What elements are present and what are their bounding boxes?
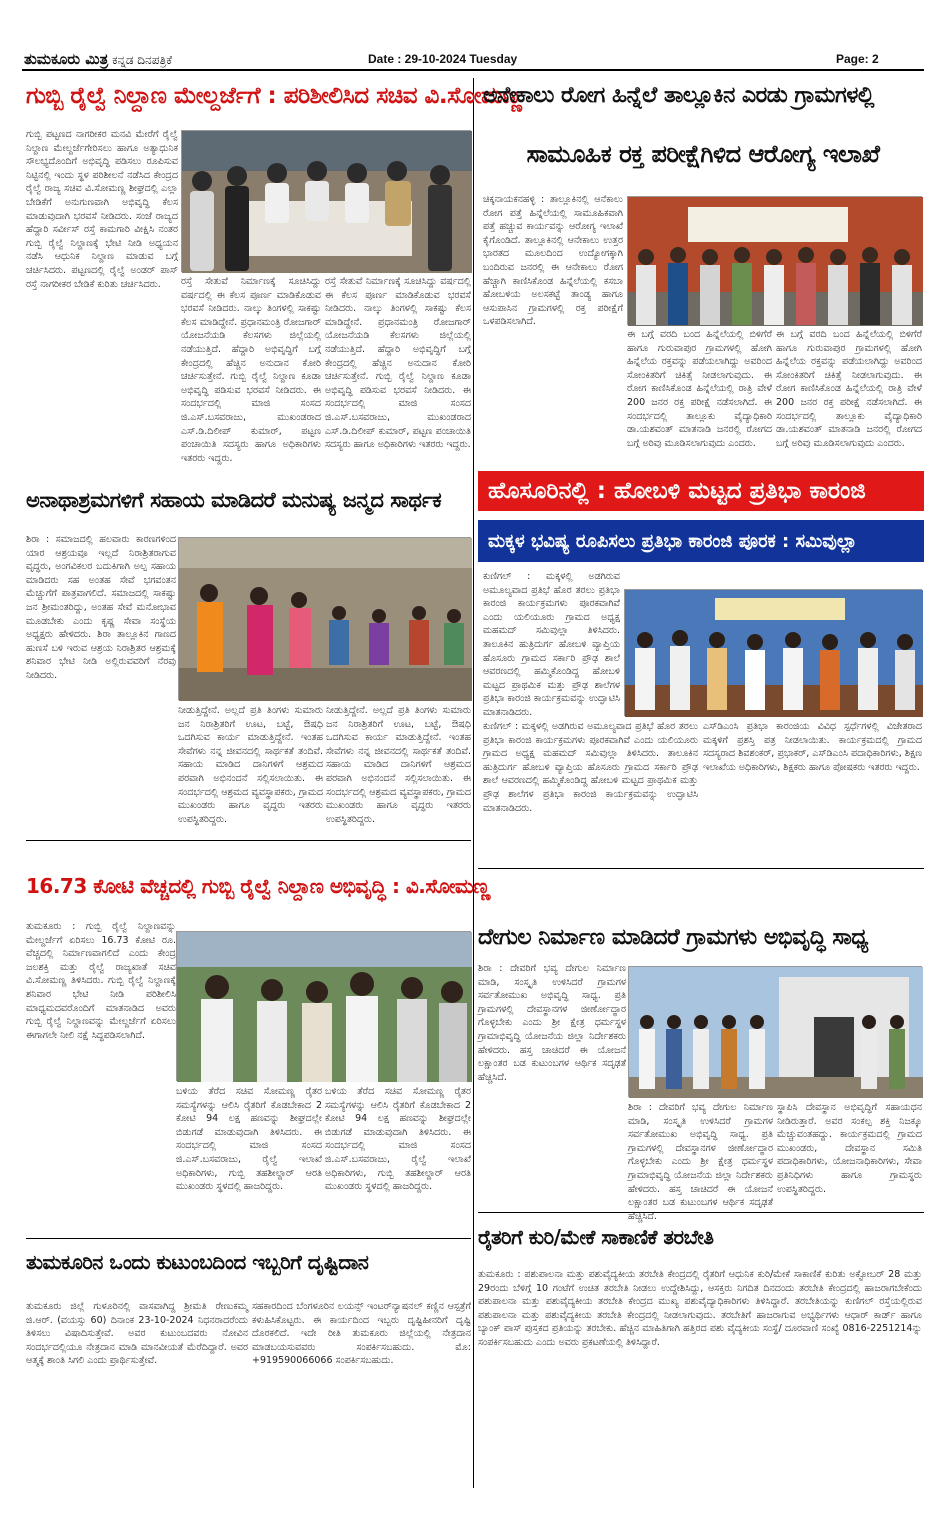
masthead [0, 0, 945, 72]
photo-illustration [629, 967, 923, 1098]
article-body-continued: ಈ ಬಗ್ಗೆ ವರದಿ ಬಂದ ಹಿನ್ನೆಲೆಯಲ್ಲಿ ಬಿಳಿಗೆರೆ ಹಾಗೂ ಗುರುವಾಪುರ ಗ್ರಾಮಗಳಲ್ಲಿ ಹೋಗಿ ಹಿನ್ನೆಲೆಯ ರಕ್ತವನ್ನು ಪಡೆಯಲಾಗಿದ್ದು ಅವರಿಂದ ಸೋಂಕಿತರಿಗೆ ಚಿಕಿತ್ಸೆ ನೀಡಲಾಗುವುದು. ಈ ರೋಗ ಕಾಣಿಸಿಕೊಂಡ ಹಿನ್ನೆಲೆಯಲ್ಲಿ ರಾತ್ರಿ ವೇಳೆ 200 ಜನರ ರಕ್ತ ಪರೀಕ್ಷೆ ನಡೆಸಲಾಗಿದೆ. ಈ ಸಂದರ್ಭದಲ್ಲಿ ತಾಲ್ಲೂಕು ವೈದ್ಯಾಧಿಕಾರಿ ಡಾ.ಯಶವಂತ್ ಮಾತನಾಡಿ ಜನರಲ್ಲಿ ರೋಗದ ಬಗ್ಗೆ ಅರಿವು ಮೂಡಿಸಲಾಗುವುದು ಎಂದರು. [776, 329, 922, 449]
article-subheadline: ಸಾಮೂಹಿಕ ರಕ್ತ ಪರೀಕ್ಷೆಗಿಳಿದ ಆರೋಗ್ಯ ಇಲಾಖೆ [526, 140, 880, 168]
masthead-rule [22, 69, 924, 71]
article-body-continued: ಬಳಿಯ ತೆರೆದ ಸಚಿವ ಸೋಮಣ್ಣ ರೈತರ ಸಮಸ್ಯೆಗಳನ್ನು ಆಲಿಸಿ ರೈತರಿಗೆ ಕೊಡಬೇಕಾದ 2 ಕೋಟಿ 94 ಲಕ್ಷ ಹಣವನ್ನು ಶೀಘ್ರದಲ್ಲೇ ಬಿಡುಗಡೆ ಮಾಡುವುದಾಗಿ ತಿಳಿಸಿದರು. ಈ ಸಂದರ್ಭದಲ್ಲಿ ಮಾಜಿ ಸಂಸದ ಜಿ.ಎಸ್.ಬಸವರಾಜು, ರೈಲ್ವೆ ಇಲಾಖೆ ಅಧಿಕಾರಿಗಳು, ಗುಬ್ಬಿ ತಹಶೀಲ್ದಾರ್ ಆರತಿ ಮುಖಂಡರು ಸ್ಥಳದಲ್ಲಿ ಹಾಜರಿದ್ದರು. [176, 1086, 322, 1193]
article-body-continued: ಶಿರಾ : ದೇವರಿಗೆ ಭವ್ಯ ದೇಗುಲ ನಿರ್ಮಾಣ ಮಾಡಿ, ಸಂಸ್ಕೃತಿ ಉಳಿಸಿದರೆ ಗ್ರಾಮಗಳ ಸರ್ವತೋಮುಖ ಅಭಿವೃದ್ಧಿ ಸಾಧ್ಯ. ಪ್ರತಿ ಗ್ರಾಮಗಳಲ್ಲಿ ದೇವಸ್ಥಾನಗಳ ಜೀರ್ಣೋದ್ಧಾರ ಗೊಳ್ಳಬೇಕು ಎಂದು ಶ್ರೀ ಕ್ಷೇತ್ರ ಧರ್ಮಸ್ಥಳ ಗ್ರಾಮಾಭಿವೃದ್ಧಿ ಯೋಜನೆಯ ಜಿಲ್ಲಾ ನಿರ್ದೇಶಕರು ಹೇಳಿದರು. ಹಸ್ತ ಚಾಚಿದರೆ ಈ ಯೋಜನೆ ಲಕ್ಷಾಂತರ ಬಡ ಕುಟುಂಬಗಳ ಆರ್ಥಿಕ ಸದೃಢತೆ ಹೆಚ್ಚಿಸಿದೆ. [628, 1102, 773, 1222]
page-number: Page: 2 [836, 52, 879, 66]
article-body: ತುಮಕೂರು ಜಿಲ್ಲೆ ಗುಳೂರಿನಲ್ಲಿ ವಾಸವಾಗಿದ್ದ ಶ್ರೀಮತಿ ರೇಣುಕಮ್ಮ ಜಿ.ಆರ್. (ವಯಸ್ಸು 60) ದಿನಾಂಕ 23-10-2024 ನಿಧನರಾದರೆಂದು ತಿಳಿಸಲು ವಿಷಾದಿಸುತ್ತೇವೆ. ಅವರ ಕುಟುಂಬದವರು ನೋವಿನ ಸಂದರ್ಭದಲ್ಲಿಯೂ ನೇತ್ರದಾನ ಮಾಡಿ ಮಾನವೀಯತೆ ಮೆರೆದಿದ್ದಾರೆ. ಅವರ ಆತ್ಮಕ್ಕೆ ಶಾಂತಿ ಸಿಗಲಿ ಎಂದು ಪ್ರಾರ್ಥಿಸುತ್ತೇವೆ. [26, 1301, 248, 1367]
issue-date: Date : 29-10-2024 Tuesday [368, 52, 518, 66]
article-body-continued: ರಸ್ತೆ ಸೇತುವೆ ನಿರ್ಮಾಣಕ್ಕೆ ಸೂಚಿಸಿದ್ದು ವರ್ಷದಲ್ಲಿ ಈ ಕೆಲಸ ಪೂರ್ಣ ಮಾಡಿಕೊಡುವ ಭರವಸೆ ನೀಡಿದರು. ನಾಲ್ಕು ತಿಂಗಳಲ್ಲಿ ಸಾಕಷ್ಟು ಕೆಲಸ ಮಾಡಿದ್ದೇನೆ. ಪ್ರಧಾನಮಂತ್ರಿ ರೋಜಗಾರ್ ಯೋಜನೆಯಡಿ ಕೆಲಸಗಳು ಜಿಲ್ಲೆಯಲ್ಲಿ ನಡೆಯುತ್ತಿದೆ. ಹೆದ್ದಾರಿ ಅಭಿವೃದ್ಧಿಗೆ ಬಗ್ಗೆ ಕೇಂದ್ರದಲ್ಲಿ ಹೆಚ್ಚಿನ ಅನುದಾನ ಕೋರಿ ಚರ್ಚಿಸುತ್ತೇನೆ. ಗುಬ್ಬಿ ರೈಲ್ವೆ ನಿಲ್ದಾಣ ಕೂಡಾ ಅಭಿವೃದ್ಧಿ ಪಡಿಸುವ ಭರವಸೆ ನೀಡಿದರು. ಈ ಸಂದರ್ಭದಲ್ಲಿ ಮಾಜಿ ಸಂಸದ ಜಿ.ಎಸ್.ಬಸವರಾಜು, ಮುಖಂಡರಾದ ಎಸ್.ಡಿ.ದಿಲೀಪ್ ಕುಮಾರ್, ಪಟ್ಟಣ ಪಂಚಾಯಿತಿ ಸದಸ್ಯರು ಹಾಗೂ ಅಧಿಕಾರಿಗಳು ಇತರರು ಇದ್ದರು. [325, 276, 471, 451]
article-body: ಶಿರಾ : ಸಮಾಜದಲ್ಲಿ ಹಲವಾರು ಕಾರಣಗಳಿಂದ ಯಾರ ಆಶ್ರಯವೂ ಇಲ್ಲದೆ ನಿರಾಶ್ರಿತರಾಗುವ ವೃದ್ಧರು, ಅಂಗವಿಕಲರ ಬದುಕಿಗಾಗಿ ಅಲ್ಪ ಸಹಾಯ ಮಾಡಿದರು ಸಹ ಅಂತಹ ಸೇವೆ ಭಗವಂತನ ಮೆಚ್ಚುಗೆಗೆ ಪಾತ್ರವಾಗಲಿದೆ. ಸಮಾಜದಲ್ಲಿ ಸಾಕಷ್ಟು ಜನ ಶ್ರೀಮಂತರಿದ್ದು, ಅಂತಹ ಸೇವೆ ಮನೋಭಾವ ಮೂಡಬೇಕು ಎಂದು ಕೃಷ್ಣ ಸೇವಾ ಸಂಸ್ಥೆಯ ಅಧ್ಯಕ್ಷರು ಹೇಳಿದರು. ಶಿರಾ ತಾಲ್ಲೂಕಿನ ಗಾಣದ ಹುಣಸೆ ಬಳಿ ಇರುವ ಆಶ್ರಯ ನಿರಾಶ್ರಿತರ ಆಶ್ರಮಕ್ಕೆ ಶನಿವಾರ ಭೇಟಿ ನೀಡಿ ಅಲ್ಲಿರುವವರಿಗೆ ನೆರವು ನೀಡಿದರು. [26, 534, 176, 681]
article-headline: ತುಮಕೂರಿನ ಒಂದು ಕುಟುಂಬದಿಂದ ಇಬ್ಬರಿಗೆ ದೃಷ್ಟಿದಾನ [26, 1250, 369, 1274]
photo-temple-group [628, 966, 922, 1097]
article-headline: ಅನಾಥಾಶ್ರಮಗಳಿಗೆ ಸಹಾಯ ಮಾಡಿದರೆ ಮನುಷ್ಯ ಜನ್ಮದ ಸಾರ್ಥಕ [26, 488, 442, 512]
article-headline: ದೇಗುಲ ನಿರ್ಮಾಣ ಮಾಡಿದರೆ ಗ್ರಾಮಗಳು ಅಭಿವೃದ್ಧಿ ಸಾಧ್ಯ [478, 925, 869, 950]
article-headline: ಅನೇಕಾಲು ರೋಗ ಹಿನ್ನೆಲೆ ತಾಲ್ಲೂಕಿನ ಎರಡು ಗ್ರಾಮಗಳಲ್ಲಿ [483, 83, 874, 108]
article-body-continued: ಎಸ್‌ಡಿಎಂಸಿ ಪ್ರತಿಭಾ ಕಾರಂಜಿಯ ವಿವಿಧ ಸ್ಪರ್ಧೆಗಳಲ್ಲಿ ವಿಜೇತರಾದ ಮಕ್ಕಳಿಗೆ ಪ್ರಶಸ್ತಿ ಪತ್ರ ನೀಡಲಾಯಿತು. ಕಾರ್ಯಕ್ರಮದಲ್ಲಿ ಗ್ರಾಮದ ಸದಸ್ಯರಾದ ಶಿವಶಂಕರ್, ಪ್ರಭಾಕರ್, ಎಸ್‌ಡಿಎಂಸಿ ಪದಾಧಿಕಾರಿಗಳು, ಶಿಕ್ಷಣ ಇಲಾಖೆಯ ಅಧಿಕಾರಿಗಳು, ಶಿಕ್ಷಕರು ಹಾಗೂ ಪೋಷಕರು ಇತರರು ಇದ್ದರು. [703, 721, 922, 773]
article-body-continued: ಸಹಕಾರದಿಂದ ಬೆಂಗಳೂರಿನ ಲಯನ್ಸ್ ಇಂಟರ್‌ನ್ಯಾಷನಲ್ ಕಣ್ಣಿನ ಆಸ್ಪತ್ರೆಗೆ ಕಳುಹಿಸಿಕೊಟ್ಟರು. ಈ ಕಾರ್ಯದಿಂದ ಇಬ್ಬರು ದೃಷ್ಟಿಹೀನರಿಗೆ ದೃಷ್ಟಿ ದೊರಕಲಿದೆ. ಇದೇ ರೀತಿ ತುಮಕೂರು ಜಿಲ್ಲೆಯಲ್ಲಿ ನೇತ್ರದಾನ ಮಾಡಬಯಸುವವರು ಸಂಪರ್ಕಿಸಬಹುದು. ಮೊ: +919590066066 ಸಂಪರ್ಕಿಸಬಹುದು. [252, 1301, 471, 1367]
paper-tagline: ಕನ್ನಡ ದಿನಪತ್ರಿಕೆ [112, 53, 173, 67]
section-rule [478, 1212, 924, 1213]
article-body-continued: ಕುಣಿಗಲ್ : ಮಕ್ಕಳಲ್ಲಿ ಅಡಗಿರುವ ಅಮೂಲ್ಯವಾದ ಪ್ರತಿಭೆ ಹೊರ ತರಲು ಪ್ರತಿಭಾ ಕಾರಂಜಿ ಕಾರ್ಯಕ್ರಮಗಳು ಪೂರಕವಾಗಿವೆ ಎಂದು ಯಲಿಯೂರು ಗ್ರಾಮದ ಅಧ್ಯಕ್ಷ ಮಹಮದ್ ಸಮಿವುಲ್ಲಾ ತಿಳಿಸಿದರು. ತಾಲೂಕಿನ ಹುತ್ರಿದುರ್ಗ ಹೋಬಳಿ ವ್ಯಾಪ್ತಿಯ ಹೊಸೂರು ಗ್ರಾಮದ ಸರ್ಕಾರಿ ಪ್ರೌಢ ಶಾಲೆ ಆವರಣದಲ್ಲಿ ಹಮ್ಮಿಕೊಂಡಿದ್ದ ಹೋಬಳಿ ಮಟ್ಟದ ಪ್ರಾಥಮಿಕ ಮತ್ತು ಪ್ರೌಢ ಶಾಲೆಗಳ ಪ್ರತಿಭಾ ಕಾರಂಜಿ ಕಾರ್ಯಕ್ರಮವನ್ನು ಉದ್ಘಾಟಿಸಿ ಮಾತನಾಡಿದರು. [483, 721, 698, 814]
photo-illustration [182, 131, 472, 273]
article-body: ತುಮಕೂರು : ಗುಬ್ಬಿ ರೈಲ್ವೆ ನಿಲ್ದಾಣವನ್ನು ಮೇಲ್ದರ್ಜೆಗೆ ಏರಿಸಲು 16.73 ಕೋಟಿ ರೂ. ವೆಚ್ಚದಲ್ಲಿ ನಿರ್ಮಾಣವಾಗಲಿದೆ ಎಂದು ಕೇಂದ್ರ ಜಲಶಕ್ತಿ ಮತ್ತು ರೈಲ್ವೆ ರಾಜ್ಯಖಾತೆ ಸಚಿವ ವಿ.ಸೋಮಣ್ಣ ತಿಳಿಸಿದರು. ಗುಬ್ಬಿ ರೈಲ್ವೆ ನಿಲ್ದಾಣಕ್ಕೆ ಶನಿವಾರ ಭೇಟಿ ನೀಡಿ ಪರಿಶೀಲಿಸಿ ಮಾಧ್ಯಮದವರೊಂದಿಗೆ ಮಾತನಾಡಿದ ಅವರು ಗುಬ್ಬಿ ರೈಲ್ವೆ ನಿಲ್ದಾಣವನ್ನು ಮೇಲ್ದರ್ಜೆಗೆ ಏರಿಸಲು ಈಗಾಗಲೇ ನೀಲಿ ನಕ್ಷೆ ಸಿದ್ಧಪಡಿಸಲಾಗಿದೆ. [26, 921, 176, 1041]
article-body-continued: ನೀಡುತ್ತಿದ್ದೇನೆ. ಅಲ್ಲದೆ ಪ್ರತಿ ತಿಂಗಳು ಸುಮಾರು ಜನ ನಿರಾಶ್ರಿತರಿಗೆ ಊಟ, ಬಟ್ಟೆ, ಔಷಧಿ ಒದಗಿಸುವ ಕಾರ್ಯ ಮಾಡುತ್ತಿದ್ದೇನೆ. ಇಂತಹ ಸೇವೆಗಳು ನನ್ನ ಜೀವನದಲ್ಲಿ ಸಾರ್ಥಕತೆ ತಂದಿವೆ. ಸಹಾಯ ಮಾಡಿದ ದಾನಿಗಳಿಗೆ ಆಶ್ರಮದ ಪರವಾಗಿ ಅಭಿನಂದನೆ ಸಲ್ಲಿಸಲಾಯಿತು. ಈ ಸಂದರ್ಭದಲ್ಲಿ ಆಶ್ರಮದ ವ್ಯವಸ್ಥಾಪಕರು, ಗ್ರಾಮದ ಮುಖಂಡರು ಹಾಗೂ ವೃದ್ಧರು ಇತರರು ಉಪಸ್ಥಿತರಿದ್ದರು. [178, 705, 323, 825]
article-subbanner: ಮಕ್ಕಳ ಭವಿಷ್ಯ ರೂಪಿಸಲು ಪ್ರತಿಭಾ ಕಾರಂಜಿ ಪೂರಕ : ಸಮಿವುಲ್ಲಾ [478, 520, 924, 562]
article-banner: ಹೊಸೂರಿನಲ್ಲಿ : ಹೋಬಳಿ ಮಟ್ಟದ ಪ್ರತಿಭಾ ಕಾರಂಜಿ [478, 471, 924, 511]
article-headline: 16.73 ಕೋಟಿ ವೆಚ್ಚದಲ್ಲಿ ಗುಬ್ಬಿ ರೈಲ್ವೆ ನಿಲ್ದಾಣ ಅಭಿವೃದ್ಧಿ : ವಿ.ಸೋಮಣ್ಣ [26, 874, 490, 898]
article-body-continued: ಈ ಬಗ್ಗೆ ವರದಿ ಬಂದ ಹಿನ್ನೆಲೆಯಲ್ಲಿ ಬಿಳಿಗೆರೆ ಹಾಗೂ ಗುರುವಾಪುರ ಗ್ರಾಮಗಳಲ್ಲಿ ಹೋಗಿ ಹಿನ್ನೆಲೆಯ ರಕ್ತವನ್ನು ಪಡೆಯಲಾಗಿದ್ದು ಅವರಿಂದ ಸೋಂಕಿತರಿಗೆ ಚಿಕಿತ್ಸೆ ನೀಡಲಾಗುವುದು. ಈ ರೋಗ ಕಾಣಿಸಿಕೊಂಡ ಹಿನ್ನೆಲೆಯಲ್ಲಿ ರಾತ್ರಿ ವೇಳೆ 200 ಜನರ ರಕ್ತ ಪರೀಕ್ಷೆ ನಡೆಸಲಾಗಿದೆ. ಈ ಸಂದರ್ಭದಲ್ಲಿ ತಾಲ್ಲೂಕು ವೈದ್ಯಾಧಿಕಾರಿ ಡಾ.ಯಶವಂತ್ ಮಾತನಾಡಿ ಜನರಲ್ಲಿ ರೋಗದ ಬಗ್ಗೆ ಅರಿವು ಮೂಡಿಸಲಾಗುವುದು ಎಂದರು. [627, 329, 772, 449]
article-headline: ಗುಬ್ಬಿ ರೈಲ್ವೆ ನಿಲ್ದಾಣ ಮೇಲ್ದರ್ಜೆಗೆ : ಪರಿಶೀಲಿಸಿದ ಸಚಿವ ವಿ.ಸೋಮಣ್ಣ [26, 83, 522, 109]
column-divider [473, 78, 474, 1488]
section-rule [26, 1238, 471, 1239]
photo-health-camp-group [627, 196, 922, 325]
photo-illustration [628, 197, 923, 326]
article-headline: ರೈತರಿಗೆ ಕುರಿ/ಮೇಕೆ ಸಾಕಾಣಿಕೆ ತರಬೇತಿ [478, 1225, 714, 1249]
article-body: ಕುಣಿಗಲ್ : ಮಕ್ಕಳಲ್ಲಿ ಅಡಗಿರುವ ಅಮೂಲ್ಯವಾದ ಪ್ರತಿಭೆ ಹೊರ ತರಲು ಪ್ರತಿಭಾ ಕಾರಂಜಿ ಕಾರ್ಯಕ್ರಮಗಳು ಪೂರಕವಾಗಿವೆ ಎಂದು ಯಲಿಯೂರು ಗ್ರಾಮದ ಅಧ್ಯಕ್ಷ ಮಹಮದ್ ಸಮಿವುಲ್ಲಾ ತಿಳಿಸಿದರು. ತಾಲೂಕಿನ ಹುತ್ರಿದುರ್ಗ ಹೋಬಳಿ ವ್ಯಾಪ್ತಿಯ ಹೊಸೂರು ಗ್ರಾಮದ ಸರ್ಕಾರಿ ಪ್ರೌಢ ಶಾಲೆ ಆವರಣದಲ್ಲಿ ಹಮ್ಮಿಕೊಂಡಿದ್ದ ಹೋಬಳಿ ಮಟ್ಟದ ಪ್ರಾಥಮಿಕ ಮತ್ತು ಪ್ರೌಢ ಶಾಲೆಗಳ ಪ್ರತಿಭಾ ಕಾರಂಜಿ ಕಾರ್ಯಕ್ರಮವನ್ನು ಉದ್ಘಾಟಿಸಿ ಮಾತನಾಡಿದರು. [483, 571, 620, 718]
section-rule [26, 840, 471, 841]
photo-illustration [625, 590, 923, 717]
article-body: ಚಿಕ್ಕನಾಯಕನಹಳ್ಳಿ : ತಾಲ್ಲೂಕಿನಲ್ಲಿ ಆನೆಕಾಲು ರೋಗ ಪತ್ತೆ ಹಿನ್ನೆಲೆಯಲ್ಲಿ ಸಾಮೂಹಿಕವಾಗಿ ಪತ್ತೆ ಹಚ್ಚುವ ಕಾರ್ಯವನ್ನು ಆರೋಗ್ಯ ಇಲಾಖೆ ಕೈಗೊಂಡಿದೆ. ತಾಲ್ಲೂಕಿನಲ್ಲಿ ಆನೇಕಾಲು ಉತ್ತರ ಭಾರತದ ಮೂಲದಿಂದ ಉದ್ಯೋಗಕ್ಕಾಗಿ ಬಂದಿರುವ ಜನರಲ್ಲಿ ಈ ಆನೇಕಾಲು ರೋಗ ಹೆಚ್ಚಾಗಿ ಕಾಣಿಸಿಕೊಂಡ ಹಿನ್ನೆಲೆಯಲ್ಲಿ ಕಸಬಾ ಹೋಬಳಿಯ ಅಲಸಕಟ್ಟೆ ತಾಂಡ್ಯ ಹಾಗೂ ಆಸುಪಾಸಿನ ಗ್ರಾಮಗಳಲ್ಲಿ ರಕ್ತ ಪರೀಕ್ಷೆಗೆ ಒಳಪಡಿಸಲಾಗಿದೆ. [483, 194, 623, 328]
article-body-continued: ನೀಡುತ್ತಿದ್ದೇನೆ. ಅಲ್ಲದೆ ಪ್ರತಿ ತಿಂಗಳು ಸುಮಾರು ಜನ ನಿರಾಶ್ರಿತರಿಗೆ ಊಟ, ಬಟ್ಟೆ, ಔಷಧಿ ಒದಗಿಸುವ ಕಾರ್ಯ ಮಾಡುತ್ತಿದ್ದೇನೆ. ಇಂತಹ ಸೇವೆಗಳು ನನ್ನ ಜೀವನದಲ್ಲಿ ಸಾರ್ಥಕತೆ ತಂದಿವೆ. ಸಹಾಯ ಮಾಡಿದ ದಾನಿಗಳಿಗೆ ಆಶ್ರಮದ ಪರವಾಗಿ ಅಭಿನಂದನೆ ಸಲ್ಲಿಸಲಾಯಿತು. ಈ ಸಂದರ್ಭದಲ್ಲಿ ಆಶ್ರಮದ ವ್ಯವಸ್ಥಾಪಕರು, ಗ್ರಾಮದ ಮುಖಂಡರು ಹಾಗೂ ವೃದ್ಧರು ಇತರರು ಉಪಸ್ಥಿತರಿದ್ದರು. [326, 705, 471, 825]
section-rule [478, 868, 924, 869]
photo-pratibha-karanji-stage [624, 589, 922, 716]
article-body: ಶಿರಾ : ದೇವರಿಗೆ ಭವ್ಯ ದೇಗುಲ ನಿರ್ಮಾಣ ಮಾಡಿ, ಸಂಸ್ಕೃತಿ ಉಳಿಸಿದರೆ ಗ್ರಾಮಗಳ ಸರ್ವತೋಮುಖ ಅಭಿವೃದ್ಧಿ ಸಾಧ್ಯ. ಪ್ರತಿ ಗ್ರಾಮಗಳಲ್ಲಿ ದೇವಸ್ಥಾನಗಳ ಜೀರ್ಣೋದ್ಧಾರ ಗೊಳ್ಳಬೇಕು ಎಂದು ಶ್ರೀ ಕ್ಷೇತ್ರ ಧರ್ಮಸ್ಥಳ ಗ್ರಾಮಾಭಿವೃದ್ಧಿ ಯೋಜನೆಯ ಜಿಲ್ಲಾ ನಿರ್ದೇಶಕರು ಹೇಳಿದರು. ಹಸ್ತ ಚಾಚಿದರೆ ಈ ಯೋಜನೆ ಲಕ್ಷಾಂತರ ಬಡ ಕುಟುಂಬಗಳ ಆರ್ಥಿಕ ಸದೃಢತೆ ಹೆಚ್ಚಿಸಿದೆ. [478, 963, 626, 1083]
paper-name: ತುಮಕೂರು ಮಿತ್ರ [24, 50, 109, 68]
article-body: ತುಮಕೂರು : ಪಶುಪಾಲನಾ ಮತ್ತು ಪಶುವೈದ್ಯಕೀಯ ತರಬೇತಿ ಕೇಂದ್ರದಲ್ಲಿ ರೈತರಿಗೆ ಆಧುನಿಕ ಕುರಿ/ಮೇಕೆ ಸಾಕಾಣಿಕೆ ಕುರಿತು ಅಕ್ಟೋಬರ್ 28 ಮತ್ತು 29ರಂದು ಬೆಳಿಗ್ಗೆ 10 ಗಂಟೆಗೆ ಉಚಿತ ತರಬೇತಿ ನೀಡಲು ಉದ್ದೇಶಿಸಿದ್ದು, ಆಸಕ್ತರು ನಿಗದಿತ ದಿನದಂದು ತರಬೇತಿ ಕೇಂದ್ರದಲ್ಲಿ ಹಾಜರಾಗಬೇಕೆಂದು ಪಶುಪಾಲನಾ ಮತ್ತು ಪಶುವೈದ್ಯಕೀಯ ತರಬೇತಿ ಕೇಂದ್ರದ ಮುಖ್ಯ ಪಶುವೈದ್ಯಾಧಿಕಾರಿಗಳು ತಿಳಿಸಿದ್ದಾರೆ. ತರಬೇತಿಯನ್ನು ಕುಣಿಗಲ್ ರಸ್ತೆಯಲ್ಲಿರುವ ಪಶುಪಾಲನಾ ಮತ್ತು ಪಶುವೈದ್ಯಕೀಯ ತರಬೇತಿ ಕೇಂದ್ರದಲ್ಲಿ ನೀಡಲಾಗುವುದು. ತರಬೇತಿಗೆ ಹಾಜರಾಗುವ ಅಭ್ಯರ್ಥಿಗಳು ಆಧಾರ್ ಕಾರ್ಡ್ ಹಾಗೂ ಬ್ಯಾಂಕ್ ಪಾಸ್ ಪುಸ್ತಕದ ಪ್ರತಿಯನ್ನು ತರಬೇಕು. ಹೆಚ್ಚಿನ ಮಾಹಿತಿಗಾಗಿ ಹತ್ತಿರದ ಪಶು ವೈದ್ಯಕೀಯ ಸಂಸ್ಥೆ/ ದೂರವಾಣಿ ಸಂಖ್ಯೆ 0816-2251214ನ್ನು ಸಂಪರ್ಕಿಸಬಹುದು ಎಂದು ಅವರು ಪ್ರಕಟಣೆಯಲ್ಲಿ ತಿಳಿಸಿದ್ದಾರೆ. [478, 1269, 922, 1348]
article-body-continued: ಸ್ಥಾಪಿಸಿ ದೇವಸ್ಥಾನ ಅಭಿವೃದ್ಧಿಗೆ ಸಹಾಯಧನ ನೀಡಿರುತ್ತಾರೆ. ಅವರ ಸಂಕಲ್ಪ ಶಕ್ತಿ ನಿಜಕ್ಕೂ ಮೆಚ್ಚುವಂತಹದ್ದು. ಕಾರ್ಯಕ್ರಮದಲ್ಲಿ ಗ್ರಾಮದ ಮುಖಂಡರು, ದೇವಸ್ಥಾನ ಸಮಿತಿ ಪದಾಧಿಕಾರಿಗಳು, ಯೋಜನಾಧಿಕಾರಿಗಳು, ಸೇವಾ ಪ್ರತಿನಿಧಿಗಳು ಹಾಗೂ ಗ್ರಾಮಸ್ಥರು ಉಪಸ್ಥಿತರಿದ್ದರು. [777, 1102, 922, 1195]
article-body: ಗುಬ್ಬಿ ಪಟ್ಟಣದ ನಾಗರೀಕರ ಮನವಿ ಮೇರೆಗೆ ರೈಲ್ವೆ ನಿಲ್ದಾಣ ಮೇಲ್ದರ್ಜೆಗೇರಿಸಲು ಹಾಗೂ ಅತ್ಯಾಧುನಿಕ ಸೌಲಭ್ಯದೊಂದಿಗೆ ಅಭಿವೃದ್ಧಿ ಪಡಿಸಲು ರೂಪಿಸುವ ನಿಟ್ಟಿನಲ್ಲಿ ಇಂದು ಸ್ಥಳ ಪರಿಶೀಲನೆ ನಡೆಸಿದ ಕೇಂದ್ರದ ರೈಲ್ವೆ ರಾಜ್ಯ ಸಚಿವ ವಿ.ಸೋಮಣ್ಣ ಶೀಘ್ರದಲ್ಲಿ ಎಲ್ಲಾ ಬೇಡಿಕೆಗೆ ಅನುಗುಣವಾಗಿ ಅಭಿವೃದ್ಧಿ ಕೆಲಸ ಮಾಡುವುದಾಗಿ ಭರವಸೆ ನೀಡಿದರು. ಸಂಜೆ ರಾಜ್ಯದ ಹೆದ್ದಾರಿ ಸರ್ವೀಸ್ ರಸ್ತೆ ಕಾಮಗಾರಿ ವೀಕ್ಷಿಸಿ ನಂತರ ಗುಬ್ಬಿ ರೈಲ್ವೆ ನಿಲ್ದಾಣಕ್ಕೆ ಭೇಟಿ ನೀಡಿ ಅಧ್ಯಯನ ನಡೆಸಿ ಆಧುನಿಕ ನಿಲ್ದಾಣ ಮಾಡುವ ಬಗ್ಗೆ ಚರ್ಚಿಸಿದರು. ಪಟ್ಟಣದಲ್ಲಿ ರೈಲ್ವೆ ಅಂಡರ್ ಪಾಸ್ ರಸ್ತೆ ನಾಗರೀಕರ ಬೇಡಿಕೆ ಕುರಿತು ಚರ್ಚಿಸಿದರು. [26, 129, 178, 290]
article-body-continued: ರಸ್ತೆ ಸೇತುವೆ ನಿರ್ಮಾಣಕ್ಕೆ ಸೂಚಿಸಿದ್ದು ವರ್ಷದಲ್ಲಿ ಈ ಕೆಲಸ ಪೂರ್ಣ ಮಾಡಿಕೊಡುವ ಭರವಸೆ ನೀಡಿದರು. ನಾಲ್ಕು ತಿಂಗಳಲ್ಲಿ ಸಾಕಷ್ಟು ಕೆಲಸ ಮಾಡಿದ್ದೇನೆ. ಪ್ರಧಾನಮಂತ್ರಿ ರೋಜಗಾರ್ ಯೋಜನೆಯಡಿ ಕೆಲಸಗಳು ಜಿಲ್ಲೆಯಲ್ಲಿ ನಡೆಯುತ್ತಿದೆ. ಹೆದ್ದಾರಿ ಅಭಿವೃದ್ಧಿಗೆ ಬಗ್ಗೆ ಕೇಂದ್ರದಲ್ಲಿ ಹೆಚ್ಚಿನ ಅನುದಾನ ಕೋರಿ ಚರ್ಚಿಸುತ್ತೇನೆ. ಗುಬ್ಬಿ ರೈಲ್ವೆ ನಿಲ್ದಾಣ ಕೂಡಾ ಅಭಿವೃದ್ಧಿ ಪಡಿಸುವ ಭರವಸೆ ನೀಡಿದರು. ಈ ಸಂದರ್ಭದಲ್ಲಿ ಮಾಜಿ ಸಂಸದ ಜಿ.ಎಸ್.ಬಸವರಾಜು, ಮುಖಂಡರಾದ ಎಸ್.ಡಿ.ದಿಲೀಪ್ ಕುಮಾರ್, ಪಟ್ಟಣ ಪಂಚಾಯಿತಿ ಸದಸ್ಯರು ಹಾಗೂ ಅಧಿಕಾರಿಗಳು ಇತರರು ಇದ್ದರು. [181, 276, 321, 464]
article-body-continued: ಬಳಿಯ ತೆರೆದ ಸಚಿವ ಸೋಮಣ್ಣ ರೈತರ ಸಮಸ್ಯೆಗಳನ್ನು ಆಲಿಸಿ ರೈತರಿಗೆ ಕೊಡಬೇಕಾದ 2 ಕೋಟಿ 94 ಲಕ್ಷ ಹಣವನ್ನು ಶೀಘ್ರದಲ್ಲೇ ಬಿಡುಗಡೆ ಮಾಡುವುದಾಗಿ ತಿಳಿಸಿದರು. ಈ ಸಂದರ್ಭದಲ್ಲಿ ಮಾಜಿ ಸಂಸದ ಜಿ.ಎಸ್.ಬಸವರಾಜು, ರೈಲ್ವೆ ಇಲಾಖೆ ಅಧಿಕಾರಿಗಳು, ಗುಬ್ಬಿ ತಹಶೀಲ್ದಾರ್ ಆರತಿ ಮುಖಂಡರು ಸ್ಥಳದಲ್ಲಿ ಹಾಜರಿದ್ದರು. [325, 1086, 471, 1193]
photo-group-inspecting-plan [181, 130, 471, 272]
photo-minister-crowd [176, 931, 471, 1081]
photo-illustration [177, 932, 472, 1082]
photo-illustration [179, 538, 472, 701]
photo-ashrama-gathering [178, 537, 471, 700]
paper-logo [24, 50, 172, 68]
